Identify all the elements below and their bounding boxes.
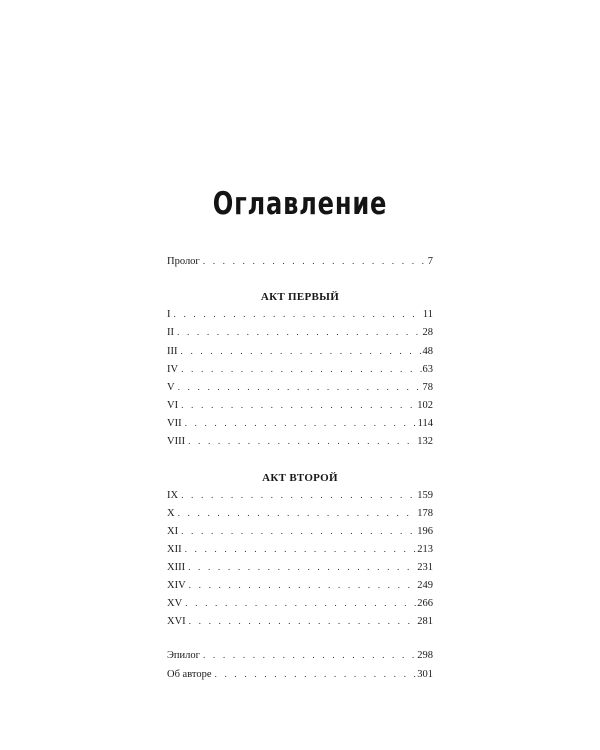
toc-entry-page: 102 — [417, 400, 433, 411]
toc-entry-label: XII — [167, 544, 182, 555]
dot-leader — [178, 505, 417, 523]
toc-entry[interactable] — [167, 397, 433, 415]
toc-entry[interactable] — [167, 415, 433, 433]
toc-entry-label: VII — [167, 418, 182, 429]
dot-leader — [177, 324, 422, 342]
toc-entry[interactable] — [167, 595, 433, 613]
dot-leader — [178, 379, 422, 397]
toc-entry[interactable] — [167, 361, 433, 379]
toc-entry-page: 132 — [417, 436, 433, 447]
dot-leader — [215, 666, 417, 684]
toc-entry-page: 178 — [417, 508, 433, 519]
toc-entry[interactable] — [167, 487, 433, 505]
toc-entry-page: 114 — [417, 418, 433, 429]
dot-leader — [181, 487, 416, 505]
section-heading-act-two: АКТ ВТОРОЙ — [262, 472, 338, 484]
toc-entry-label: X — [167, 508, 175, 519]
toc-entry-page: 63 — [422, 364, 433, 375]
toc-entry-label: IV — [167, 364, 179, 375]
dot-leader — [188, 559, 416, 577]
toc-entry-page: 301 — [417, 669, 433, 680]
toc-entry-page: 11 — [422, 309, 433, 320]
toc-entry-label: Эпилог — [167, 650, 200, 661]
section-heading-act-one: АКТ ПЕРВЫЙ — [260, 291, 340, 303]
toc-entry-page: 213 — [417, 544, 433, 555]
toc-entry-label: XIII — [167, 562, 186, 573]
dot-leader — [181, 343, 422, 361]
toc-entry[interactable] — [167, 379, 433, 397]
toc-entry-about-author[interactable] — [167, 666, 433, 684]
dot-leader — [185, 541, 417, 559]
dot-leader — [185, 415, 417, 433]
toc-entry[interactable] — [167, 306, 433, 324]
toc-entry[interactable] — [167, 523, 433, 541]
toc-entry[interactable] — [167, 541, 433, 559]
toc-entry-page: 48 — [422, 346, 433, 357]
dot-leader — [185, 595, 416, 613]
toc-entry-label: III — [167, 346, 178, 357]
toc-entry[interactable] — [167, 613, 433, 631]
toc-entry-page: 159 — [417, 490, 433, 501]
toc-entry[interactable] — [167, 559, 433, 577]
toc-entry-label: IX — [167, 490, 179, 501]
dot-leader — [181, 523, 416, 541]
toc-entry[interactable] — [167, 505, 433, 523]
toc-entry-prologue[interactable] — [167, 253, 433, 271]
toc-entry-label: XIV — [167, 580, 186, 591]
toc-entry-page: 231 — [417, 562, 433, 573]
dot-leader — [181, 361, 421, 379]
toc-entry-label: II — [167, 327, 174, 338]
dot-leader — [203, 253, 427, 271]
toc-entry-label: XV — [167, 598, 183, 609]
toc-entry-page: 266 — [417, 598, 433, 609]
toc-entry-page: 298 — [417, 650, 433, 661]
toc-entry-page: 196 — [417, 526, 433, 537]
toc-entry[interactable] — [167, 433, 433, 451]
toc-entry-label: Пролог — [167, 256, 200, 267]
page-title: Оглавление — [212, 186, 388, 222]
toc-entry[interactable] — [167, 324, 433, 342]
dot-leader — [188, 433, 416, 451]
toc-entry-label: I — [167, 309, 171, 320]
toc-entry-label: XVI — [167, 616, 186, 627]
dot-leader — [189, 577, 417, 595]
toc-entry-label: V — [167, 382, 175, 393]
toc-entry-page: 281 — [417, 616, 433, 627]
toc-entry-label: Об авторе — [167, 669, 212, 680]
toc-entry[interactable] — [167, 343, 433, 361]
dot-leader — [181, 397, 416, 415]
dot-leader — [189, 613, 417, 631]
toc-entry[interactable] — [167, 577, 433, 595]
toc-entry-page: 7 — [427, 256, 433, 267]
toc-entry-label: VIII — [167, 436, 186, 447]
dot-leader — [174, 306, 422, 324]
toc-entry-page: 249 — [417, 580, 433, 591]
dot-leader — [203, 647, 416, 665]
toc-entry-page: 78 — [422, 382, 433, 393]
toc-entry-epilogue[interactable] — [167, 647, 433, 665]
toc-entry-page: 28 — [422, 327, 433, 338]
toc-entry-label: XI — [167, 526, 179, 537]
toc-entry-label: VI — [167, 400, 179, 411]
